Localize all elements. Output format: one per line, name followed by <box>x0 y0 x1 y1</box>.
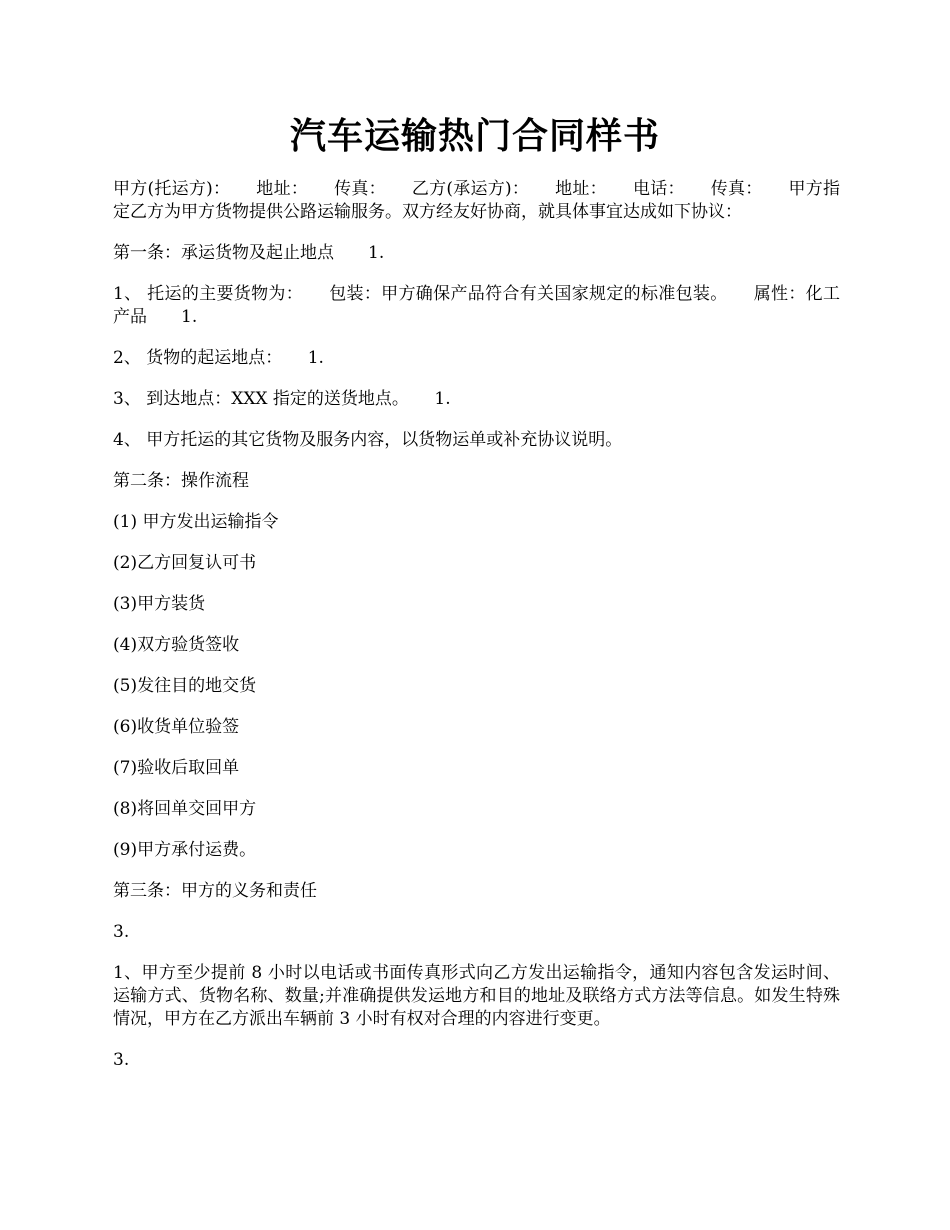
article-heading: 第二条：操作流程 <box>113 471 249 491</box>
clause-paragraph: 1、甲方至少提前 8 小时以电话或书面传真形式向乙方发出运输指令，通知内容包含发运时间、运输方式、货物名称、数量;并准确提供发运地方和目的地址及联络方式方法等信息。如发生特殊情况，甲方在乙方派出车辆前 3 小时有权对合理的内容进行变更。 <box>113 963 840 1029</box>
process-step: (7)验收后取回单 <box>113 758 240 778</box>
article-heading: 第一条：承运货物及起止地点 1. <box>113 243 385 263</box>
article-heading: 第三条：甲方的义务和责任 <box>113 881 317 901</box>
process-step: (9)甲方承付运费。 <box>113 840 257 860</box>
section-number: 3. <box>113 922 130 942</box>
parties-paragraph: 甲方(托运方)： 地址： 传真： 乙方(承运方)： 地址： 电话： 传真： 甲方指定乙方为甲方货物提供公路运输服务。双方经友好协商，就具体事宜达成如下协议： <box>113 179 840 222</box>
process-step: (8)将回单交回甲方 <box>113 799 257 819</box>
document-title: 汽车运输热门合同样书 <box>289 115 660 157</box>
clause-paragraph: 4、 甲方托运的其它货物及服务内容，以货物运单或补充协议说明。 <box>113 430 623 450</box>
process-step: (5)发往目的地交货 <box>113 676 257 696</box>
document-body <box>113 178 840 1090</box>
clause-paragraph: 2、 货物的起运地点： 1. <box>113 348 324 368</box>
section-number: 3. <box>113 1050 130 1070</box>
process-step: (4)双方验货签收 <box>113 635 240 655</box>
process-step: (3)甲方装货 <box>113 594 206 614</box>
process-step: (6)收货单位验签 <box>113 717 240 737</box>
clause-paragraph: 3、 到达地点：XXX 指定的送货地点。 1. <box>113 389 451 409</box>
process-step: (2)乙方回复认可书 <box>113 553 257 573</box>
process-step: (1) 甲方发出运输指令 <box>113 512 279 532</box>
clause-paragraph: 1、 托运的主要货物为： 包装：甲方确保产品符合有关国家规定的标准包装。 属性：化工产品 1. <box>113 284 840 327</box>
